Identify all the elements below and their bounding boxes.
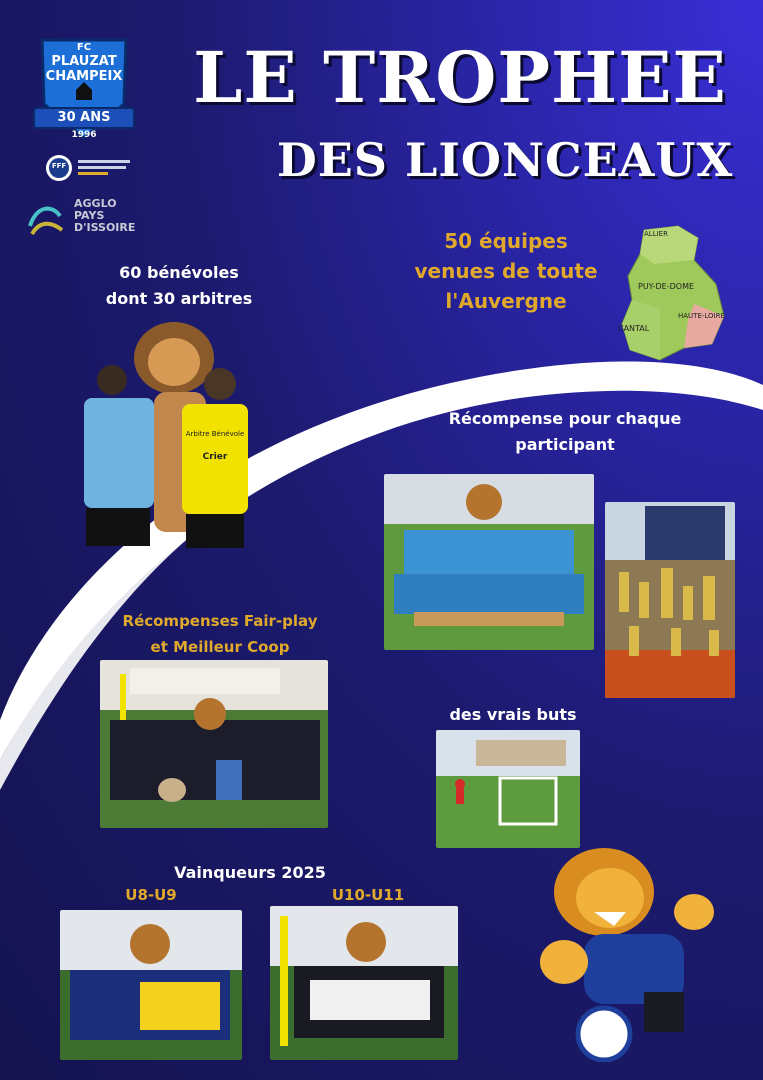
- map-allier: ALLIER: [644, 230, 668, 238]
- reward-line1: Récompense pour chaque: [448, 409, 682, 428]
- auvergne-map: [614, 224, 740, 364]
- vest-text-2: Crier: [202, 452, 228, 462]
- volunteers-photo: [78, 312, 254, 552]
- team-photo: [384, 474, 594, 650]
- fairplay-photo: [100, 660, 328, 828]
- map-cantal: CANTAL: [618, 324, 650, 333]
- teams-line2: venues de toute: [414, 259, 598, 283]
- fff-logo-label: FFF: [51, 162, 67, 170]
- lion-mascot: [534, 842, 730, 1062]
- teams-line3: l'Auvergne: [445, 289, 567, 313]
- fairplay-caption: [102, 608, 338, 660]
- club-logo-fc: FC: [76, 42, 92, 53]
- map-haute-loire: HAUTE-LOIRE: [678, 312, 725, 320]
- winners-u10-photo: [270, 906, 458, 1060]
- map-puy-de-dome: PUY-DE-DOME: [638, 282, 695, 291]
- winners-title: Vainqueurs 2025: [174, 863, 326, 882]
- soccer-ball-icon: [578, 1008, 630, 1060]
- club-logo: [32, 34, 136, 144]
- club-logo-badge: 30 ANS: [57, 110, 111, 125]
- page-title: LE TROPHEE: [193, 36, 727, 119]
- agglo-logo: [26, 196, 146, 240]
- trophies-photo: [605, 502, 735, 698]
- agglo-line3: D'ISSOIRE: [74, 221, 136, 234]
- winners-u8-photo: [60, 910, 242, 1060]
- volunteers-line1: 60 bénévoles: [119, 263, 239, 282]
- volunteers-line2: dont 30 arbitres: [105, 289, 253, 308]
- reward-caption: [420, 406, 710, 458]
- club-logo-name2: CHAMPEIX: [45, 69, 123, 84]
- page-subtitle: DES LIONCEAUX: [276, 133, 734, 187]
- winners-cat2: U10-U11: [331, 886, 405, 904]
- agglo-line1: AGGLO: [74, 197, 117, 210]
- winners-cat1: U8-U9: [125, 886, 177, 904]
- goals-photo: [436, 730, 580, 848]
- reward-line2: participant: [515, 435, 615, 454]
- vest-text-1: Arbitre Bénévole: [185, 430, 245, 438]
- agglo-line2: PAYS: [74, 209, 105, 222]
- fff-logo: [44, 152, 144, 184]
- goals-caption: des vrais buts: [449, 705, 577, 724]
- agglo-swirl-icon: [26, 196, 66, 240]
- teams-line1: 50 équipes: [444, 229, 568, 253]
- club-logo-year: 1996: [71, 130, 97, 140]
- teams-caption: [388, 226, 624, 316]
- fairplay-line2: et Meilleur Coop: [150, 638, 290, 656]
- club-logo-name1: PLAUZAT: [51, 54, 117, 69]
- volunteers-caption: [84, 260, 274, 312]
- fairplay-line1: Récompenses Fair-play: [122, 612, 318, 630]
